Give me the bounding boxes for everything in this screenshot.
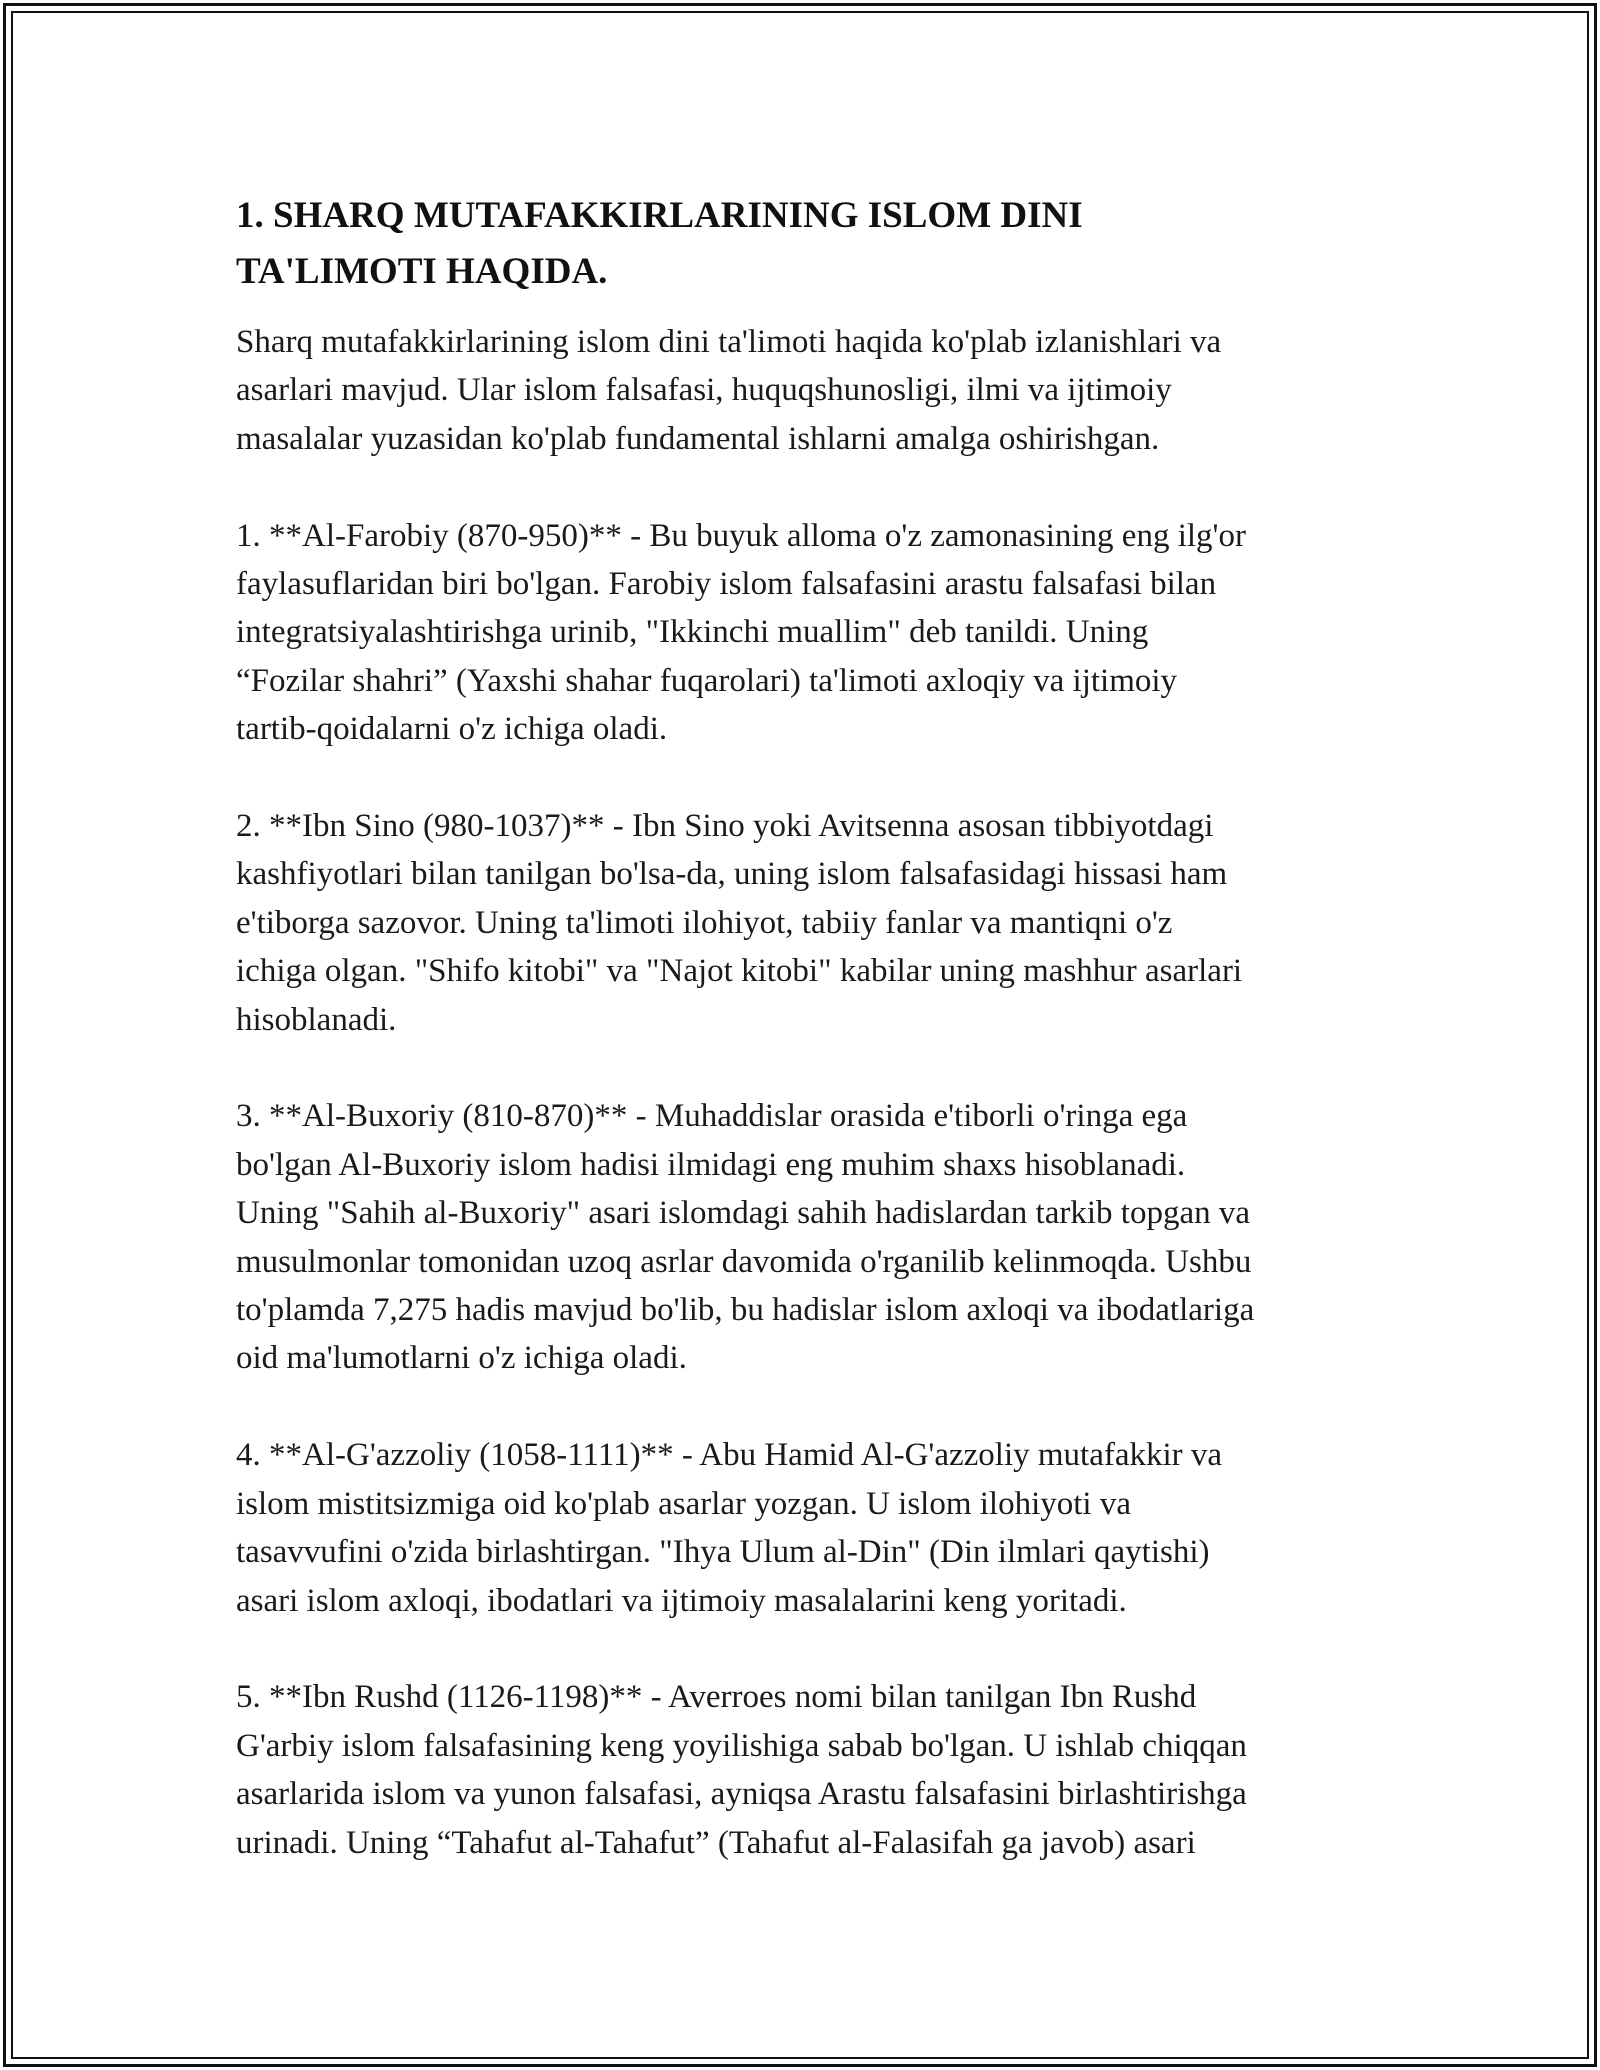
text-line: 5. **Ibn Rushd (1126-1198)** - Averroes nomi bilan tanilgan Ibn Rushd (236, 1679, 1197, 1716)
text-line: masalalar yuzasidan ko'plab fundamental ishlarni amalga oshirishgan. (236, 420, 1160, 457)
text-line: 4. **Al-G'azzoliy (1058-1111)** - Abu Hamid Al-G'azzoliy mutafakkir va (236, 1437, 1223, 1474)
paragraph-ibn-rushd (236, 1673, 1376, 1867)
text-line: to'plamda 7,275 hadis mavjud bo'lib, bu hadislar islom axloqi va ibodatlariga (236, 1292, 1255, 1329)
paragraph-al-gazzoliy (236, 1431, 1376, 1625)
text-line: integratsiyalashtirishga urinib, "Ikkinchi muallim" deb tanildi. Uning (236, 614, 1149, 651)
text-line: ichiga olgan. "Shifo kitobi" va "Najot kitobi" kabilar uning mashhur asarlari (236, 953, 1243, 990)
text-line: e'tiborga sazovor. Uning ta'limoti ilohiyot, tabiiy fanlar va mantiqni o'z (236, 904, 1173, 941)
text-line: asarlarida islom va yunon falsafasi, ayniqsa Arastu falsafasini birlashtirishga (236, 1776, 1247, 1813)
text-line: Sharq mutafakkirlarining islom dini ta'limoti haqida ko'plab izlanishlari va (236, 324, 1222, 360)
text-line: 2. **Ibn Sino (980-1037)** - Ibn Sino yoki Avitsenna asosan tibbiyotdagi (236, 808, 1214, 845)
text-line: asarlari mavjud. Ular islom falsafasi, huquqshunosligi, ilmi va ijtimoiy (236, 372, 1172, 409)
text-line: oid ma'lumotlarni o'z ichiga oladi. (236, 1340, 687, 1377)
paragraph-al-farobiy (236, 512, 1376, 754)
text-line: urinadi. Uning “Tahafut al-Tahafut” (Tahafut al-Falasifah ga javob) asari (236, 1824, 1196, 1861)
document-body (236, 188, 1376, 1867)
text-line: 1. **Al-Farobiy (870-950)** - Bu buyuk alloma o'z zamonasining eng ilg'or (236, 517, 1246, 554)
text-line: kashfiyotlari bilan tanilgan bo'lsa-da, uning islom falsafasidagi hissasi ham (236, 856, 1228, 893)
text-line: tasavvufini o'zida birlashtirgan. "Ihya Ulum al-Din" (Din ilmlari qaytishi) (236, 1534, 1210, 1571)
document-title (236, 188, 1376, 300)
text-line: faylasuflaridan biri bo'lgan. Farobiy islom falsafasini arastu falsafasi bilan (236, 566, 1217, 603)
text-line: Uning "Sahih al-Buxoriy" asari islomdagi sahih hadislardan tarkib topgan va (236, 1195, 1250, 1232)
text-line: “Fozilar shahri” (Yaxshi shahar fuqarolari) ta'limoti axloqiy va ijtimoiy (236, 662, 1178, 699)
intro-paragraph (236, 318, 1376, 463)
text-line: bo'lgan Al-Buxoriy islom hadisi ilmidagi eng muhim shaxs hisoblanadi. (236, 1146, 1186, 1183)
paragraph-al-buxoriy (236, 1092, 1376, 1382)
text-line: hisoblanadi. (236, 1001, 397, 1038)
text-line: musulmonlar tomonidan uzoq asrlar davomida o'rganilib kelinmoqda. Ushbu (236, 1243, 1252, 1280)
text-line: islom mistitsizmiga oid ko'plab asarlar yozgan. U islom ilohiyoti va (236, 1485, 1131, 1522)
title-line: TA'LIMOTI HAQIDA. (236, 251, 608, 292)
text-line: asari islom axloqi, ibodatlari va ijtimoiy masalalarini keng yoritadi. (236, 1582, 1127, 1619)
text-line: 3. **Al-Buxoriy (810-870)** - Muhaddislar orasida e'tiborli o'ringa ega (236, 1098, 1188, 1135)
text-line: tartib-qoidalarni o'z ichiga oladi. (236, 711, 668, 748)
paragraph-ibn-sino (236, 802, 1376, 1044)
title-line: 1. SHARQ MUTAFAKKIRLARINING ISLOM DINI (236, 195, 1083, 236)
text-line: G'arbiy islom falsafasining keng yoyilishiga sabab bo'lgan. U ishlab chiqqan (236, 1727, 1247, 1764)
